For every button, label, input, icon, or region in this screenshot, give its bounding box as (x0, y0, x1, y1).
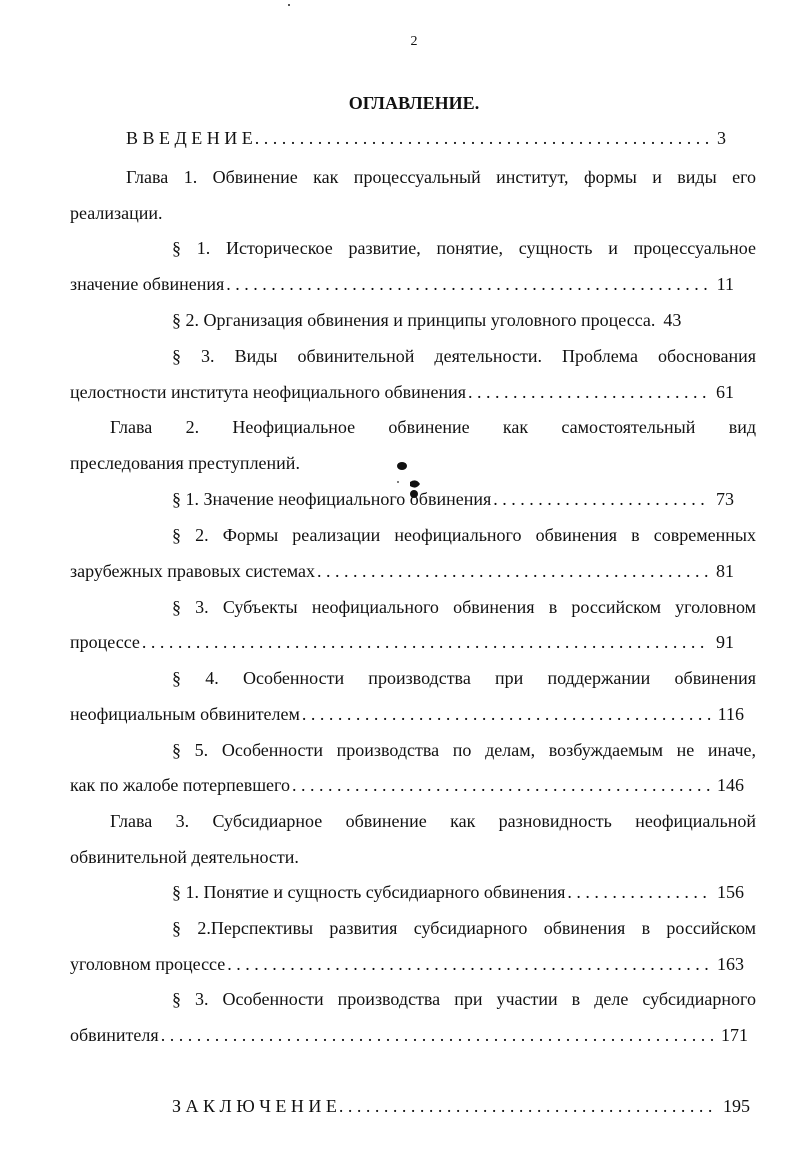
toc-section-1-1: § 1. Историческое развитие, понятие, сущность и процессуальное (172, 238, 756, 258)
toc-entry-3-1 (172, 881, 744, 903)
toc-section-3-2: § 2.Перспективы развития субсидиарного обвинения в российском (172, 918, 756, 938)
dot-leader (317, 560, 710, 582)
page-title: ОГЛАВЛЕНИЕ. (348, 93, 480, 113)
toc-section-2-5: § 5. Особенности производства по делам, возбуждаемым не иначе, (172, 740, 756, 760)
toc-entry-label: уголовном процессе (70, 954, 226, 974)
toc-entry-2-4 (70, 703, 744, 725)
dot-leader (493, 488, 710, 510)
toc-entry-page: 91 (716, 632, 734, 652)
page-number: 2 (410, 34, 418, 49)
toc-entry-label: как по жалобе потерпевшего (70, 775, 290, 795)
toc-section-3-3: § 3. Особенности производства при участии в деле субсидиарного (172, 989, 756, 1009)
toc-entry-2-5 (70, 774, 744, 796)
toc-entry-label: § 1. Значение неофициального обвинения (172, 489, 492, 509)
toc-entry-page: 195 (723, 1096, 750, 1116)
toc-section-2-3: § 3. Субъекты неофициального обвинения в российском уголовном (172, 597, 756, 617)
toc-entry-page: 43 (663, 310, 682, 330)
toc-entry-page: 171 (721, 1025, 748, 1045)
dot-leader (339, 1095, 717, 1117)
chapter-1-heading: Глава 1. Обвинение как процессуальный институт, формы и виды его (126, 167, 756, 187)
toc-entry-page: 81 (716, 561, 734, 581)
dot-leader (567, 881, 711, 903)
dot-leader (142, 631, 710, 653)
chapter-2-heading-cont: преследования преступлений. (70, 453, 300, 473)
toc-entry-page: 73 (716, 489, 734, 509)
toc-entry-label: В В Е Д Е Н И Е (126, 128, 253, 148)
toc-entry-2-1 (172, 488, 734, 510)
toc-section-2-2: § 2. Формы реализации неофициального обвинения в современных (172, 525, 756, 545)
toc-entry-3-2 (70, 953, 744, 975)
toc-entry-page: 3 (717, 128, 726, 148)
toc-section-2-4: § 4. Особенности производства при поддержании обвинения (172, 668, 756, 688)
toc-entry-intro (126, 127, 726, 149)
toc-entry-1-2 (172, 309, 681, 331)
toc-entry-label: процессе (70, 632, 140, 652)
toc-entry-2-2 (70, 560, 734, 582)
toc-entry-conclusion (172, 1095, 750, 1117)
toc-entry-label: § 1. Понятие и сущность субсидиарного обвинения (172, 882, 566, 902)
toc-entry-page: 146 (717, 775, 744, 795)
toc-entry-3-3 (70, 1024, 748, 1046)
dot-leader (227, 953, 711, 975)
chapter-3-heading: Глава 3. Субсидиарное обвинение как разновидность неофициальной (110, 811, 756, 831)
toc-entry-page: 61 (716, 382, 734, 402)
chapter-3-heading-cont: обвинительной деятельности. (70, 847, 299, 867)
toc-entry-label: обвинителя (70, 1025, 159, 1045)
dot-leader (468, 381, 710, 403)
toc-entry-label: зарубежных правовых системах (70, 561, 316, 581)
toc-entry-label: § 2. Организация обвинения и принципы уголовного процесса. (172, 310, 656, 330)
dot-leader (161, 1024, 715, 1046)
toc-entry-label: З А К Л Ю Ч Е Н И Е (172, 1096, 337, 1116)
toc-entry-page: 116 (717, 704, 744, 724)
toc-entry-label: значение обвинения (70, 274, 225, 294)
dot-leader (292, 774, 711, 796)
dot-leader (255, 127, 711, 149)
scan-mark (288, 4, 290, 6)
dot-leader (302, 703, 712, 725)
chapter-2-heading: Глава 2. Неофициальное обвинение как самостоятельный вид (110, 417, 756, 437)
toc-entry-page: 156 (717, 882, 744, 902)
dot-leader (226, 273, 710, 295)
chapter-1-heading-cont: реализации. (70, 203, 163, 223)
toc-entry-page: 11 (716, 274, 734, 294)
toc-entry-2-3 (70, 631, 734, 653)
toc-entry-1-1 (70, 273, 734, 295)
toc-entry-label: целостности института неофициального обвинения (70, 382, 466, 402)
toc-entry-1-3 (70, 381, 734, 403)
toc-section-1-3: § 3. Виды обвинительной деятельности. Проблема обоснования (172, 346, 756, 366)
toc-entry-page: 163 (717, 954, 744, 974)
toc-entry-label: неофициальным обвинителем (70, 704, 300, 724)
